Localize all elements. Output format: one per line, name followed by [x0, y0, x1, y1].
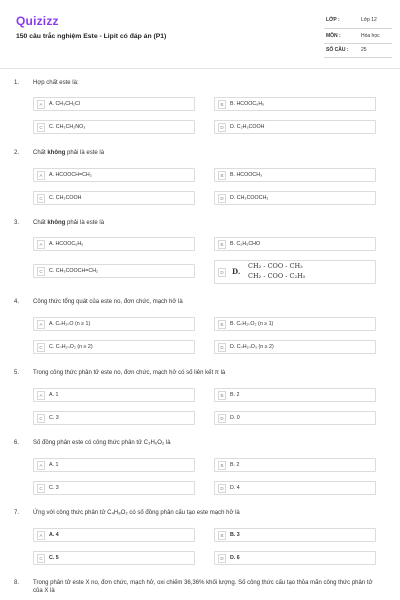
option-a[interactable]: [33, 458, 195, 472]
option-letter: D: [218, 194, 226, 203]
option-text: A. 1: [49, 392, 59, 398]
option-text: D.: [232, 267, 241, 276]
question-number: 7.: [14, 510, 20, 516]
option-letter: C: [37, 554, 45, 563]
option-text: B. 2: [230, 392, 240, 398]
option-letter: D: [218, 484, 226, 493]
question-number: 2.: [14, 150, 20, 156]
option-letter: B: [218, 171, 226, 180]
option-a[interactable]: [33, 168, 195, 182]
option-letter: A: [37, 320, 45, 329]
option-b[interactable]: [214, 168, 376, 182]
option-letter: C: [37, 123, 45, 132]
option-a[interactable]: [33, 317, 195, 331]
question-number: 4.: [14, 299, 20, 305]
formula-line-2: CH₂ - COO - C₂H₅: [248, 272, 306, 280]
option-text: D. 4: [230, 485, 240, 491]
option-c[interactable]: [33, 411, 195, 425]
option-letter: A: [37, 100, 45, 109]
question-text: Chất không phải là este là: [33, 150, 105, 156]
option-letter: A: [37, 391, 45, 400]
option-text: C. CₙH₂ₙO₂ (n ≥ 2): [49, 344, 93, 350]
question-number: 8.: [14, 580, 20, 586]
option-letter: C: [37, 414, 45, 423]
option-letter: C: [37, 267, 45, 276]
class-label: LỚP :: [326, 17, 340, 23]
meta-divider: [324, 28, 392, 29]
option-letter: C: [37, 194, 45, 203]
header-divider: [0, 68, 400, 69]
option-a[interactable]: [33, 237, 195, 251]
question-number: 1.: [14, 80, 20, 86]
option-text: B. HCOOCH₃: [230, 172, 263, 178]
option-text: C. CH₃COOCH=CH₂: [49, 268, 99, 274]
option-text: D. 6: [230, 555, 240, 561]
option-d[interactable]: [214, 411, 376, 425]
option-letter: A: [37, 461, 45, 470]
option-text: B. 3: [230, 532, 240, 538]
worksheet-header: [0, 0, 400, 68]
option-text: B. HCOOC₆H₅: [230, 101, 265, 107]
option-b[interactable]: [214, 388, 376, 402]
option-text: C. 5: [49, 555, 59, 561]
option-text: A. 4: [49, 532, 59, 538]
option-b[interactable]: [214, 237, 376, 251]
formula-line-1: CH₂ - COO - CH₃: [248, 262, 303, 270]
subject-label: MÔN :: [326, 33, 341, 39]
option-d[interactable]: [214, 481, 376, 495]
option-text: C. CH₃CH₂NO₃: [49, 124, 86, 130]
question-count-label: SỐ CÂU :: [326, 47, 349, 53]
option-text: D. 0: [230, 415, 240, 421]
option-letter: B: [218, 240, 226, 249]
option-a[interactable]: [33, 97, 195, 111]
option-text: A. CH₃CH₂Cl: [49, 101, 80, 107]
option-text: D. C₂H₅COOH: [230, 124, 265, 130]
option-d[interactable]: [214, 340, 376, 354]
option-a[interactable]: [33, 528, 195, 542]
question-number: 6.: [14, 440, 20, 446]
option-text: B. C₂H₅CHO: [230, 241, 261, 247]
option-d[interactable]: [214, 191, 376, 205]
option-letter: B: [218, 320, 226, 329]
option-text: C. 3: [49, 485, 59, 491]
subject-value: Hóa học: [361, 33, 380, 39]
option-d[interactable]: [214, 120, 376, 134]
question-count-value: 25: [361, 47, 367, 53]
option-text: C. 3: [49, 415, 59, 421]
option-text: B. 2: [230, 462, 240, 468]
meta-divider: [324, 57, 392, 58]
option-text: D. CH₃COOCH₃: [230, 195, 269, 201]
option-letter: A: [37, 531, 45, 540]
option-letter: B: [218, 531, 226, 540]
ester-formula: [232, 262, 362, 282]
option-c[interactable]: [33, 551, 195, 565]
option-letter: C: [37, 343, 45, 352]
option-c[interactable]: [33, 481, 195, 495]
option-letter: D: [218, 414, 226, 423]
option-c[interactable]: [33, 120, 195, 134]
option-letter: B: [218, 100, 226, 109]
option-text: B. CₙH₂ₙO₂ (n ≥ 1): [230, 321, 274, 327]
option-d[interactable]: [214, 551, 376, 565]
option-letter: B: [218, 391, 226, 400]
option-b[interactable]: [214, 458, 376, 472]
question-text: Công thức tổng quát của este no, đơn chức, mạch hở là: [33, 299, 183, 305]
option-c[interactable]: [33, 340, 195, 354]
question-number: 3.: [14, 220, 20, 226]
option-letter: A: [37, 171, 45, 180]
question-number: 5.: [14, 370, 20, 376]
question-text: Ứng với công thức phân tử C₄H₈O₂ có số đồng phân cấu tạo este mạch hở là: [33, 510, 240, 516]
option-letter: C: [37, 484, 45, 493]
option-letter: D: [218, 554, 226, 563]
question-text: Trong công thức phân tử este no, đơn chức, mạch hở có số liên kết π là: [33, 370, 226, 376]
option-c[interactable]: [33, 191, 195, 205]
option-b[interactable]: [214, 528, 376, 542]
option-text: A. HCOOC₆H₅: [49, 241, 84, 247]
question-text: Số đồng phân este có công thức phân tử C₃H₆O₂ là: [33, 440, 171, 446]
option-c[interactable]: [33, 264, 195, 278]
option-text: D. CₙH₂ₙO₃ (n ≥ 2): [230, 344, 274, 350]
option-text: A. HCOOCH=CH₂: [49, 172, 92, 178]
option-text: A. CₙH₂ₙO (n ≥ 1): [49, 321, 91, 327]
option-text: A. 1: [49, 462, 59, 468]
question-text: Trong phân tử este X no, đơn chức, mạch hở, oxi chiếm 36,36% khối lượng. Số công thức cấu tạo thỏa mãn công thức phân tử của X là: [33, 580, 373, 594]
option-letter: D: [218, 123, 226, 132]
option-letter: D: [218, 343, 226, 352]
option-d[interactable]: [214, 260, 376, 284]
option-b[interactable]: [214, 317, 376, 331]
option-letter: B: [218, 461, 226, 470]
question-text: Hợp chất este là:: [33, 80, 79, 86]
page-title: 150 câu trắc nghiệm Este - Lipit có đáp án (P1): [16, 33, 167, 40]
option-b[interactable]: [214, 97, 376, 111]
option-a[interactable]: [33, 388, 195, 402]
question-text: Chất không phải là este là: [33, 220, 105, 226]
option-letter: D: [218, 268, 226, 277]
option-letter: A: [37, 240, 45, 249]
meta-divider: [324, 43, 392, 44]
quizizz-logo[interactable]: Quizizz: [16, 14, 59, 28]
option-text: C. CH₃COOH: [49, 195, 82, 201]
class-value: Lớp 12: [361, 17, 377, 23]
